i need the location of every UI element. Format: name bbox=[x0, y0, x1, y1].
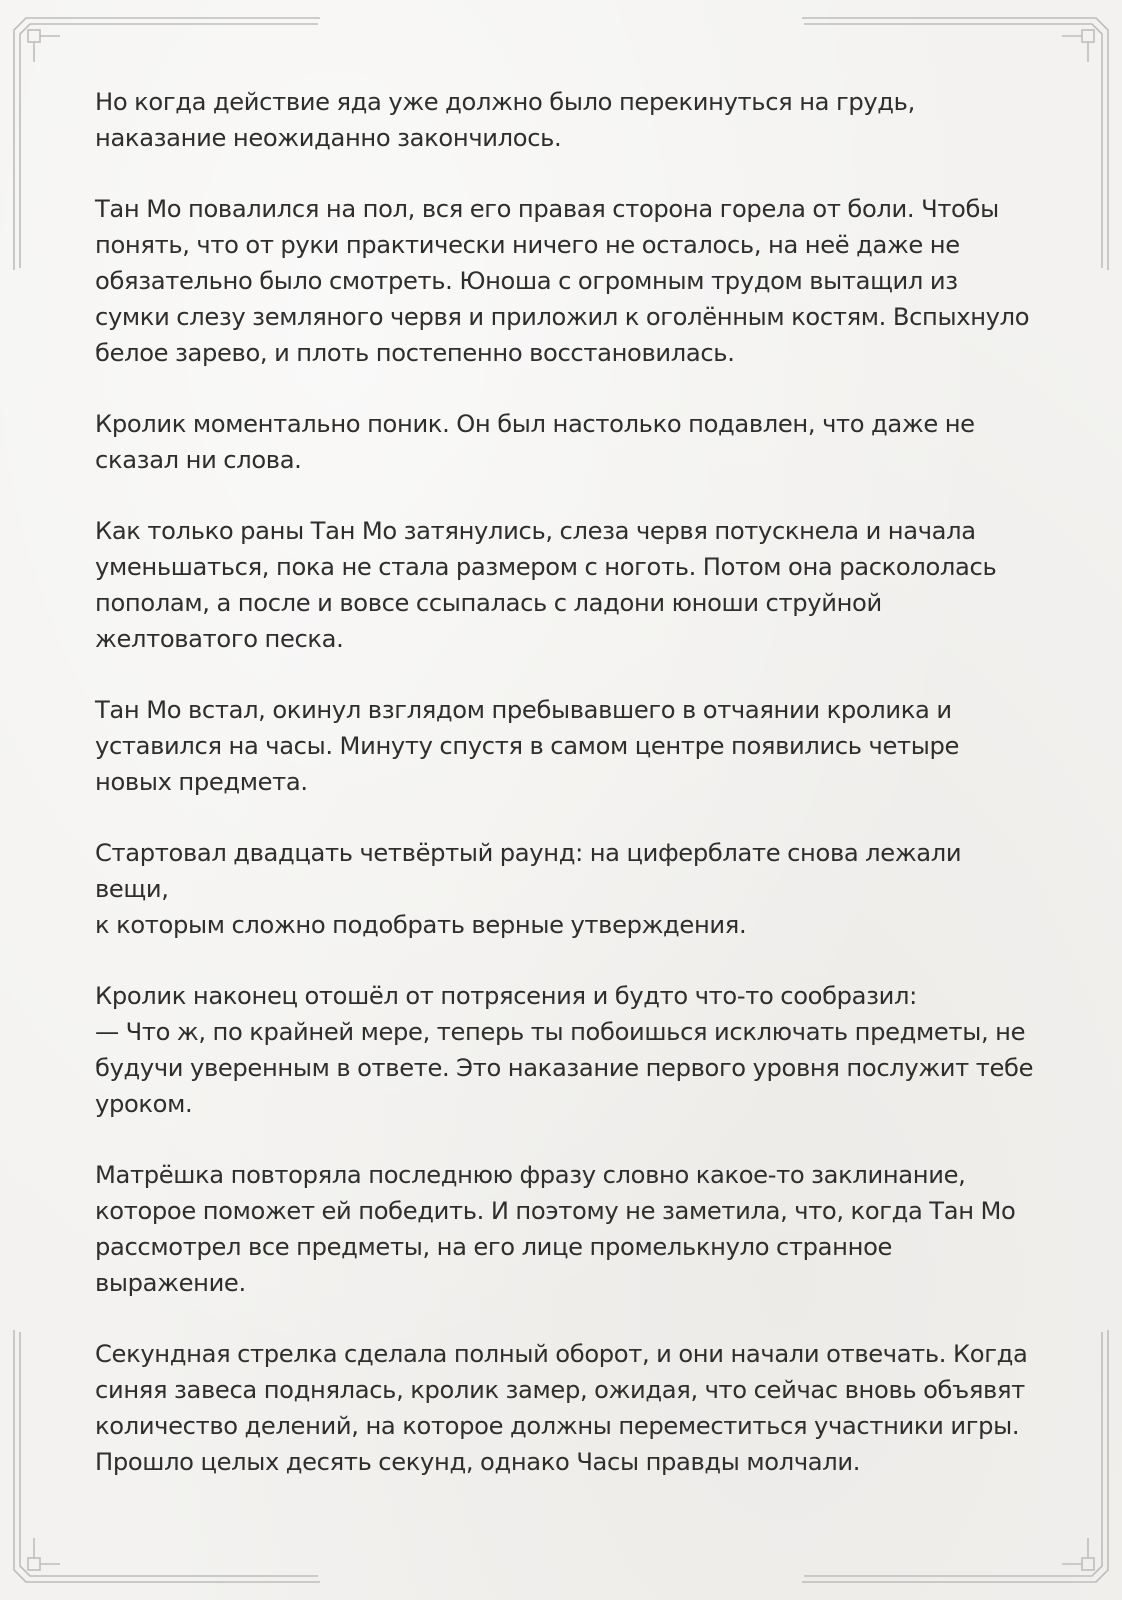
paragraph: Тан Мо повалился на пол, вся его правая сторона горела от боли. Чтобы понять, что от руки практически ничего не осталось, на неё даже не обязательно было смотреть. Юноша с огромным трудом вытащил из сумки слезу земляного червя и приложил к оголённым костям. Вспыхнуло белое зарево, и плоть постепенно восстановилась. bbox=[95, 195, 1030, 367]
story-text bbox=[95, 84, 1035, 1515]
paragraph: Стартовал двадцать четвёртый раунд: на циферблате снова лежали вещи, к которым сложно подобрать верные утверждения. bbox=[95, 839, 962, 939]
paragraph: Секундная стрелка сделала полный оборот, и они начали отвечать. Когда синяя завеса поднялась, кролик замер, ожидая, что сейчас вновь объявят количество делений, на которое должны переместиться участники игры. Прошло целых десять секунд, однако Часы правды молчали. bbox=[95, 1340, 1028, 1476]
paragraph: Тан Мо встал, окинул взглядом пребывавшего в отчаянии кролика и уставился на часы. Минуту спустя в самом центре появились четыре новых предмета. bbox=[95, 696, 960, 796]
paragraph: Но когда действие яда уже должно было перекинуться на грудь, наказание неожиданно закончилось. bbox=[95, 88, 915, 152]
paragraph: Кролик наконец отошёл от потрясения и будто что-то сообразил: — Что ж, по крайней мере, теперь ты побоишься исключать предметы, не будучи уверенным в ответе. Это наказание первого уровня послужит тебе уроком. bbox=[95, 982, 1034, 1118]
paragraph: Матрёшка повторяла последнюю фразу словно какое-то заклинание, которое поможет ей победить. И поэтому не заметила, что, когда Тан Мо рассмотрел все предметы, на его лице промелькнуло странное выражение. bbox=[95, 1161, 1016, 1297]
paragraph: Как только раны Тан Мо затянулись, слеза червя потускнела и начала уменьшаться, пока не стала размером с ноготь. Потом она раскололась пополам, а после и вовсе ссыпалась с ладони юноши струйной желтоватого песка. bbox=[95, 517, 997, 653]
paragraph: Кролик моментально поник. Он был настолько подавлен, что даже не сказал ни слова. bbox=[95, 410, 975, 474]
